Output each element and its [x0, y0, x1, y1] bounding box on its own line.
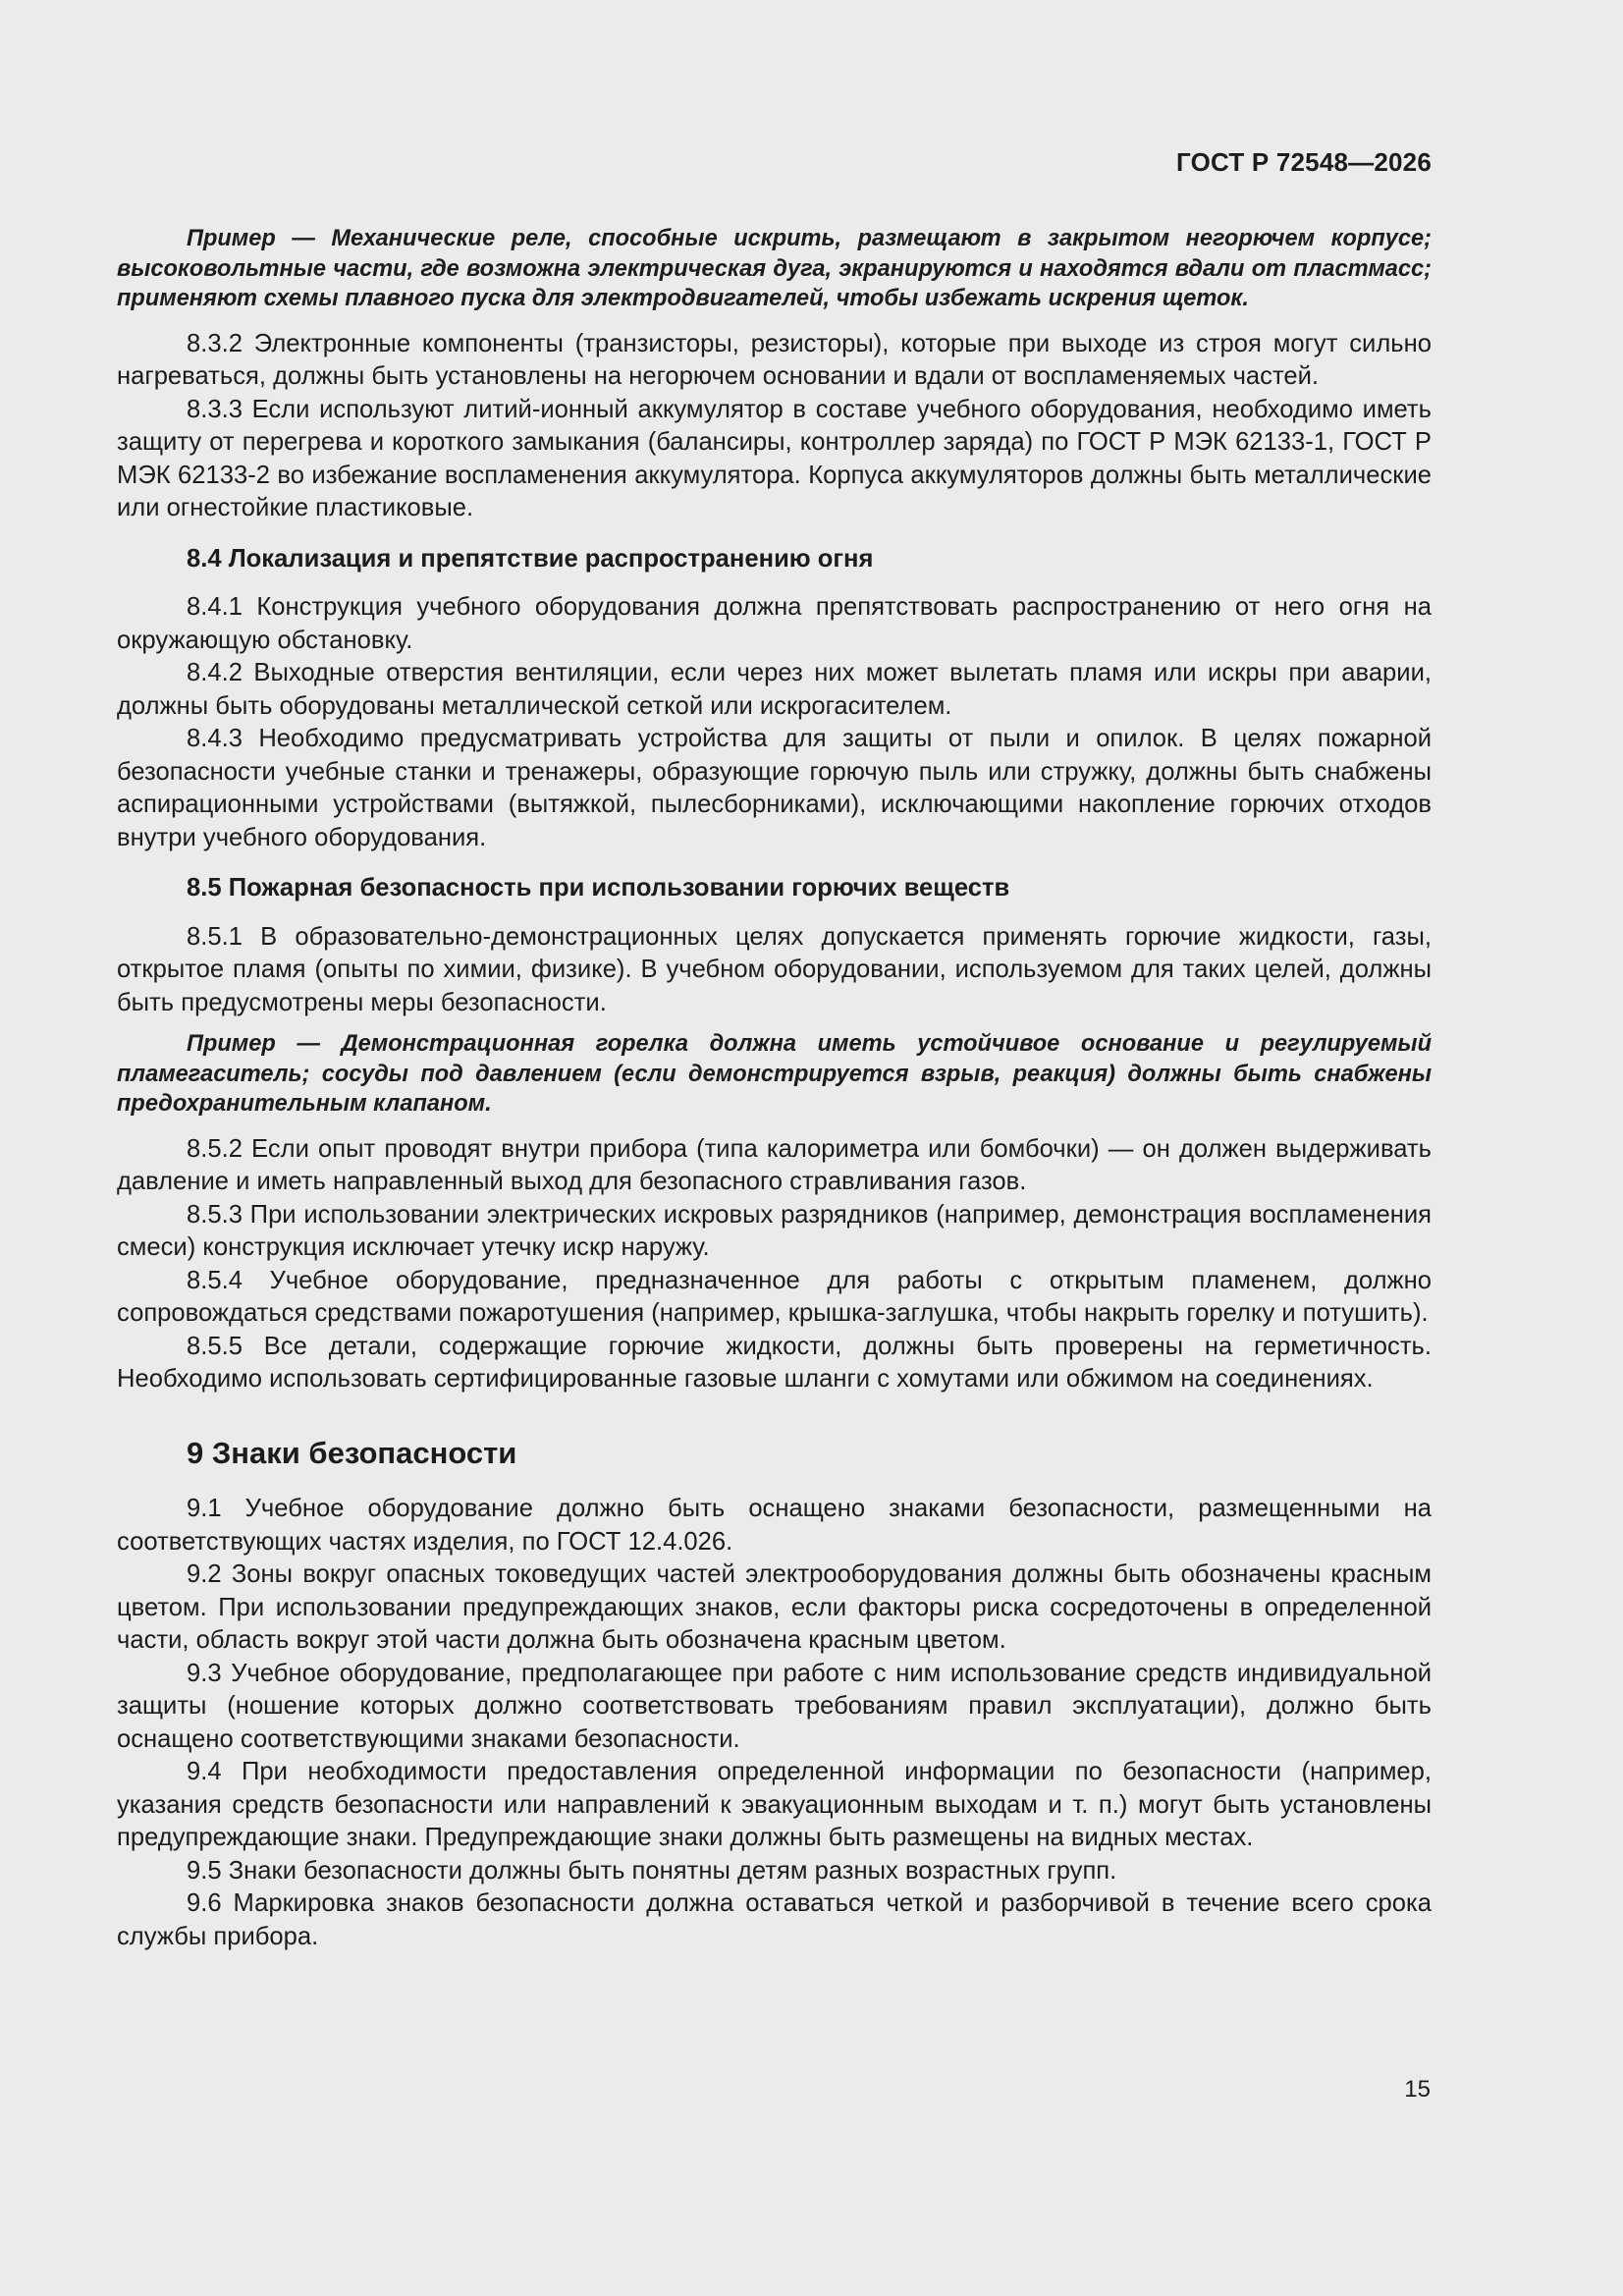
page-number: 15: [1404, 2076, 1431, 2103]
clause-8-5-3: 8.5.3 При использовании электрических искровых разрядников (например, демонстрация воспламенения смеси) конструкция исключает утечку искр наружу.: [117, 1200, 1432, 1261]
clause-8-4-1: 8.4.1 Конструкция учебного оборудования должна препятствовать распространению от него огня на окружающую обстановку.: [117, 593, 1432, 654]
document-header: ГОСТ Р 72548—2026: [1176, 147, 1432, 177]
clause-8-3-2: 8.3.2 Электронные компоненты (транзисторы, резисторы), которые при выходе из строя могут сильно нагреваться, должны быть установлены на негорючем основании и вдали от воспламеняемых частей.: [117, 329, 1432, 390]
clause-8-5-2: 8.5.2 Если опыт проводят внутри прибора (типа калориметра или бомбочки) — он должен выдерживать давление и иметь направленный выход для безопасного стравливания газов.: [117, 1134, 1432, 1195]
subsection-heading-8-4: 8.4 Локализация и препятствие распространению огня: [187, 544, 874, 573]
clause-8-5-5: 8.5.5 Все детали, содержащие горючие жидкости, должны быть проверены на герметичность. Необходимо использовать сертифицированные газовые шланги с хомутами или обжимом на соединениях.: [117, 1332, 1432, 1393]
example-note: Пример — Механические реле, способные искрить, размещают в закрытом негорючем корпусе; высоковольтные части, где возможна электрическая дуга, экранируются и находятся вдали от пластмасс; применяют схемы плавного пуска для электродвигателей, чтобы избежать искрения щеток.: [117, 226, 1432, 311]
clause-9-6: 9.6 Маркировка знаков безопасности должна оставаться четкой и разборчивой в течение всего срока службы прибора.: [117, 1889, 1432, 1950]
clause-9-4: 9.4 При необходимости предоставления определенной информации по безопасности (например, указания средств безопасности или направлений к эвакуационным выходам и т. п.) могут быть установлены предупреждающие знаки. Предупреждающие знаки должны быть размещены на видных местах.: [117, 1758, 1432, 1851]
clause-9-2: 9.2 Зоны вокруг опасных токоведущих частей электрооборудования должны быть обозначены красным цветом. При использовании предупреждающих знаков, если факторы риска сосредоточены в определенной части, область вокруг этой части должна быть обозначена красным цветом.: [117, 1560, 1432, 1654]
clause-8-5-4: 8.5.4 Учебное оборудование, предназначенное для работы с открытым пламенем, должно сопровождаться средствами пожаротушения (например, крышка-заглушка, чтобы накрыть горелку и потушить).: [117, 1266, 1432, 1327]
section-heading-9: 9 Знаки безопасности: [187, 1435, 517, 1470]
clause-8-4-3: 8.4.3 Необходимо предусматривать устройства для защиты от пыли и опилок. В целях пожарной безопасности учебные станки и тренажеры, образующие горючую пыль или стружку, должны быть снабжены аспирационными устройствами (вытяжкой, пылесборниками), исключающими накопление горючих отходов внутри учебного оборудования.: [117, 725, 1432, 851]
example-note: Пример — Демонстрационная горелка должна иметь устойчивое основание и регулируемый пламегаситель; сосуды под давлением (если демонстрируется взрыв, реакция) должны быть снабжены предохранительным клапаном.: [117, 1031, 1432, 1117]
clause-9-1: 9.1 Учебное оборудование должно быть оснащено знаками безопасности, размещенными на соответствующих частях изделия, по ГОСТ 12.4.026.: [117, 1495, 1432, 1556]
clause-8-4-2: 8.4.2 Выходные отверстия вентиляции, если через них может вылетать пламя или искры при аварии, должны быть оборудованы металлической сеткой или искрогасителем.: [117, 659, 1432, 720]
clause-8-3-3: 8.3.3 Если используют литий-ионный аккумулятор в составе учебного оборудования, необходимо иметь защиту от перегрева и короткого замыкания (балансиры, контроллер заряда) по ГОСТ Р МЭК 62133-1, ГОСТ Р МЭК 62133-2 во избежание воспламенения аккумулятора. Корпуса аккумуляторов должны быть металлические или огнестойкие пластиковые.: [117, 395, 1432, 521]
clause-9-3: 9.3 Учебное оборудование, предполагающее при работе с ним использование средств индивидуальной защиты (ношение которых должно соответствовать требованиям правил эксплуатации), должно быть оснащено соответствующими знаками безопасности.: [117, 1659, 1432, 1753]
document-body: [117, 224, 1432, 1953]
subsection-heading-8-5: 8.5 Пожарная безопасность при использовании горючих веществ: [187, 874, 1010, 902]
clause-9-5: 9.5 Знаки безопасности должны быть понятны детям разных возрастных групп.: [187, 1856, 1117, 1885]
clause-8-5-1: 8.5.1 В образовательно-демонстрационных целях допускается применять горючие жидкости, газы, открытое пламя (опыты по химии, физике). В учебном оборудовании, используемом для таких целей, должны быть предусмотрены меры безопасности.: [117, 922, 1432, 1016]
